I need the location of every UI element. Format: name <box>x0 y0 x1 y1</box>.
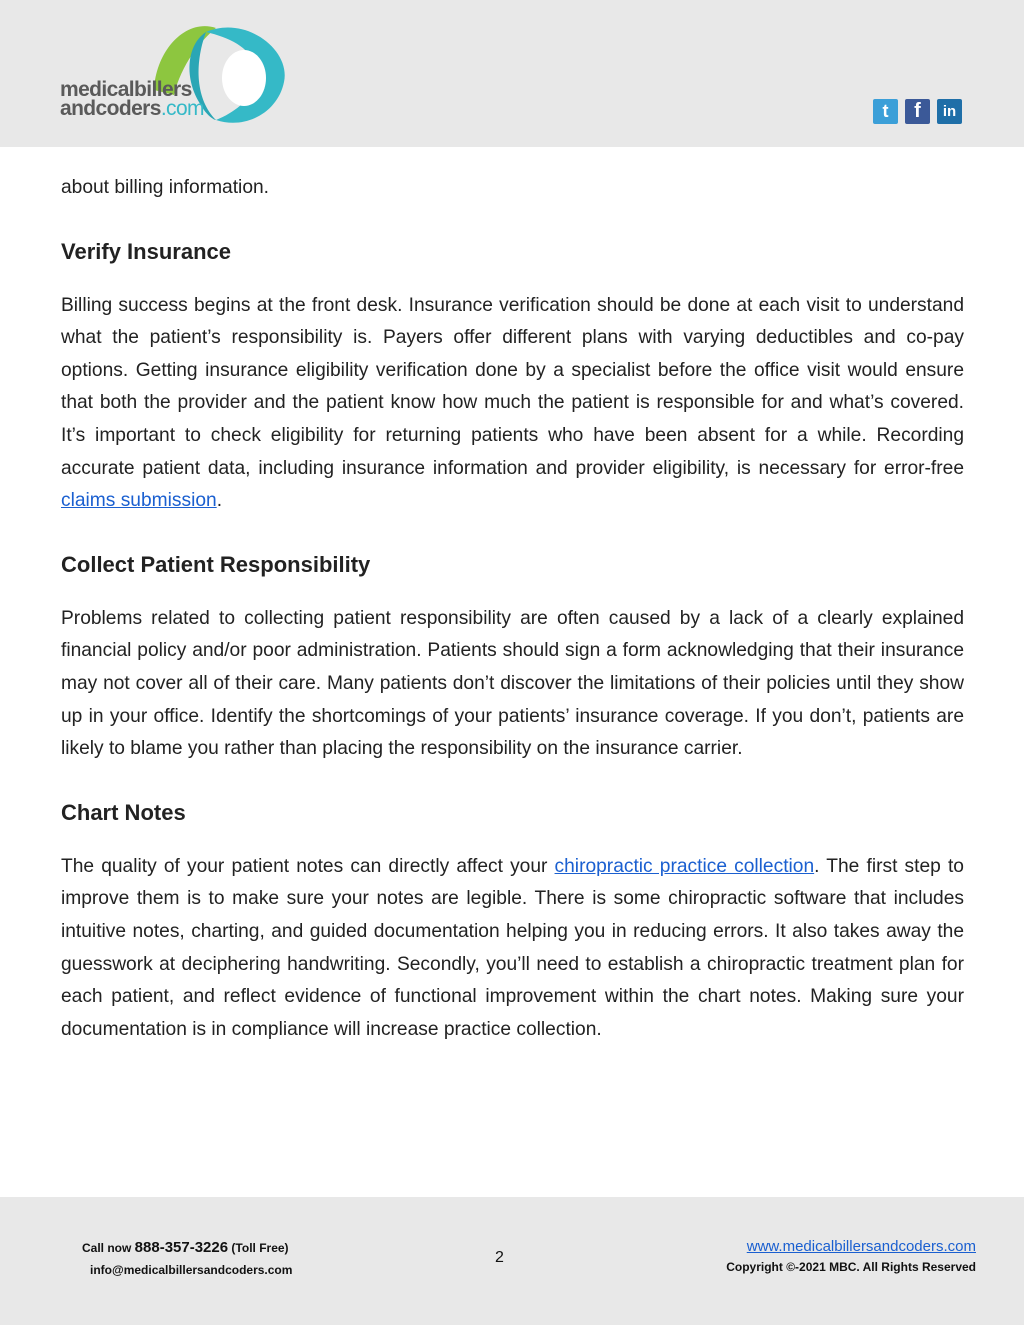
verify-insurance-paragraph: Billing success begins at the front desk. Insurance verification should be done at each visit to understand what the patient’s responsibility is. Payers offer different plans with varying deductibles and co-pay options. Getting insurance eligibility verification done by a specialist before the office visit would ensure that both the provider and the patient know how much the patient is responsible for and what’s covered. It’s important to check eligibility for returning patients who have been absent for a while. Recording accurate patient data, including insurance information and provider eligibility, is necessary for error-free claims submission. <box>61 294 964 512</box>
heading-collect-patient-responsibility: Collect Patient Responsibility <box>61 551 371 577</box>
footer-email[interactable]: info@medicalbillersandcoders.com <box>90 1263 293 1277</box>
website-link[interactable]: www.medicalbillersandcoders.com <box>746 1238 976 1255</box>
heading-chart-notes: Chart Notes <box>61 799 186 825</box>
phone-number[interactable]: 888-357-3226 <box>134 1239 229 1256</box>
social-links <box>873 99 962 124</box>
intro-tail-text: about billing information. <box>61 177 269 198</box>
logo-line-2: andcoders.com <box>60 97 204 120</box>
page-number: 2 <box>495 1249 504 1266</box>
claims-submission-link[interactable]: claims submission <box>61 490 217 512</box>
logo-wordmark[interactable] <box>60 80 204 118</box>
chart-notes-paragraph: The quality of your patient notes can directly affect your chiropractic practice collection. The first step to improve them is to make sure your notes are legible. There is some chiropractic software that includes intuitive notes, charting, and guided documentation helping you in reducing errors. It also takes away the guesswork at deciphering handwriting. Secondly, you’ll need to establish a chiropractic treatment plan for each patient, and reflect evidence of functional improvement within the chart notes. Making sure your documentation is in compliance will increase practice collection. <box>61 855 964 1040</box>
heading-verify-insurance: Verify Insurance <box>61 238 231 264</box>
footer-contact <box>82 1238 293 1277</box>
twitter-icon[interactable]: t <box>873 99 898 124</box>
toll-free-label: (Toll Free) <box>228 1241 289 1255</box>
logo-line-1: medicalbillers <box>60 78 192 101</box>
call-label: Call now <box>82 1241 135 1255</box>
chiropractic-collection-link[interactable]: chiropractic practice collection <box>554 855 815 877</box>
copyright-text: Copyright ©-2021 MBC. All Rights Reserved <box>726 1260 976 1274</box>
linkedin-icon[interactable]: in <box>937 99 962 124</box>
document-body <box>61 172 964 1046</box>
collect-responsibility-paragraph: Problems related to collecting patient responsibility are often caused by a lack of a clearly explained financial policy and/or poor administration. Patients should sign a form acknowledging that their insurance may not cover all of their care. Many patients don’t discover the limitations of their policies until they show up in your office. Identify the shortcomings of your patients’ insurance coverage. If you don’t, patients are likely to blame you rather than placing the responsibility on the insurance carrier. <box>61 607 964 760</box>
footer-site-info <box>726 1237 976 1277</box>
page-header <box>0 0 1024 147</box>
facebook-icon[interactable]: f <box>905 99 930 124</box>
